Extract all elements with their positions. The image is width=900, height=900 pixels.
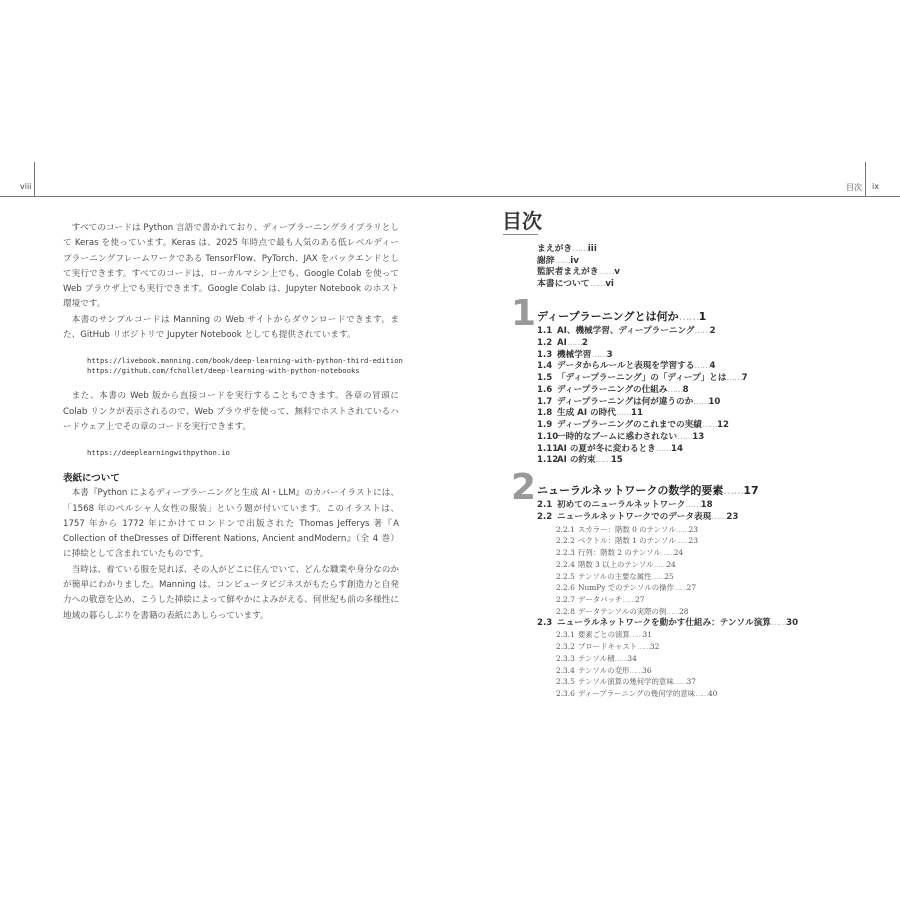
leader-dots: ……: [695, 689, 708, 698]
toc-entry-page: 40: [707, 689, 718, 698]
toc-entry: [537, 267, 620, 279]
leader-dots: ……: [629, 630, 643, 640]
toc-entry-number: 2.2.7: [556, 595, 575, 604]
toc-entry-title: ディープラーニングの仕組み: [557, 384, 668, 395]
toc-entry-page: 4: [709, 361, 716, 372]
toc-entry: [537, 665, 798, 677]
toc-entry-page: 13: [692, 431, 705, 442]
leader-dots: ……: [694, 326, 710, 336]
toc-entry-title: ディープラーニングの幾何学的意味: [578, 689, 696, 698]
chapter-title: [537, 482, 759, 498]
toc-entry-number: 2.3.3: [556, 653, 575, 663]
toc-entry-page: 37: [686, 677, 696, 687]
toc-entry-page: 31: [642, 630, 652, 640]
toc-entry: [537, 653, 798, 665]
url-website: https://deeplearningwithpython.io: [87, 448, 230, 458]
toc-entry-number: 2.3.2: [556, 642, 575, 651]
toc-entry-title: 要素ごとの演算: [578, 630, 630, 640]
toc-entry-title: 階数 3 以上のテンソル: [578, 559, 654, 569]
toc-entry-title: スカラー：階数 0 のテンソル: [578, 524, 676, 534]
toc-entry-title: AI、機械学習、ディープラーニング: [557, 326, 695, 336]
toc-entry-page: 12: [717, 420, 729, 430]
toc-entry-page: 8: [682, 384, 689, 395]
toc-entry: [537, 618, 798, 630]
toc-entry-number: 2.3.6: [556, 689, 575, 698]
toc-entry: [537, 688, 798, 700]
toc-entry-number: 1.11: [537, 443, 559, 454]
chapter-entries: [537, 326, 748, 467]
toc-entry-title: AI の夏が冬に変わるとき: [557, 443, 656, 454]
leader-dots: ……: [701, 420, 717, 430]
toc-entry: [537, 524, 798, 536]
toc-entry: [537, 500, 798, 512]
leader-dots: ……: [622, 595, 636, 604]
leader-dots: ……: [629, 665, 643, 675]
toc-entry-page: 14: [670, 443, 683, 454]
leader-dots: ……: [770, 617, 787, 628]
url-block: [87, 356, 403, 376]
paragraph: 当時は、着ている服を見れば、その人がどこに住んでいて、どんな職業や身分なのかが簡単にわかりました。Manning は、コンピュータビジネスがもたらす創造力と自発力への敬意を込め、こうした挿絵によって鮮やかによみがえる、何世紀も前の多様性に地域の暮らしぶりを書籍の表紙にあしらっています。: [63, 564, 399, 621]
toc-entry-number: 1.6: [537, 384, 553, 395]
toc-entry-title: テンソルの主要な属性: [578, 571, 652, 581]
toc-entry-number: 2.2.8: [556, 606, 575, 616]
toc-entry-page: 27: [635, 595, 645, 604]
leader-dots: ……: [554, 255, 571, 266]
url-livebook: https://livebook.manning.com/book/deep-learning-with-python-third-edition: [87, 356, 403, 366]
toc-entry-page: iv: [570, 255, 579, 266]
toc-title-underline: [503, 234, 538, 235]
toc-entry: [537, 571, 798, 583]
chapter-number: 1: [511, 293, 537, 334]
toc-entry: [537, 582, 798, 594]
url-block: [87, 448, 399, 458]
header-rule: [0, 196, 900, 197]
url-github: https://github.com/fchollet/deep-learning-with-python-notebooks: [87, 366, 360, 376]
toc-entry: [537, 432, 748, 444]
toc-entry-title: 一時的なブームに惑わされない: [557, 431, 678, 442]
leader-dots: ……: [651, 571, 665, 581]
toc-entry-page: 27: [686, 583, 697, 593]
toc-entry-title: データバッチ: [578, 595, 623, 604]
toc-entry-title: データテンソルの実際の例: [578, 606, 667, 616]
toc-entry: [537, 385, 748, 397]
paragraph: すべてのコードは Python 言語で書かれており、ディープラーニングライブラリとして Keras を使っています。Keras は、2025 年時点で最も人気のある低レベルディープラーニングフレームワークである TensorFlow、PyTorch、JAX をバックエンドとして実行できます。すべてのコードは、ローカルマシン上でも、Google Colab を使って Web ブラウザ上でも実行できます。Google Colab は、Jupyter Notebook のホスト環境です。: [63, 223, 399, 310]
toc-entry-title: テンソル積: [578, 653, 615, 663]
chapter-page: 1: [698, 310, 707, 323]
leader-dots: ……: [677, 431, 693, 442]
toc-entry-page: 24: [666, 559, 676, 569]
toc-entry-page: 23: [688, 536, 698, 546]
toc-entry-number: 2.2.3: [556, 548, 575, 557]
leader-dots: ……: [595, 455, 611, 466]
toc-entry-number: 2.3.4: [556, 665, 575, 675]
toc-entry: [537, 373, 748, 385]
toc-entry-page: iii: [587, 244, 597, 254]
chapter-title: [537, 308, 706, 324]
toc-entry-title: 行列：階数 2 のテンソル: [578, 548, 661, 557]
toc-entry-number: 1.3: [537, 349, 553, 360]
toc-entry-number: 1.5: [537, 373, 553, 383]
leader-dots: ……: [655, 443, 671, 454]
toc-entry-page: 11: [631, 408, 643, 419]
toc-entry-title: データからルールと表現を学習する: [557, 361, 695, 372]
right-page-number: ix: [872, 182, 879, 191]
leader-dots: ……: [660, 548, 674, 557]
toc-entry-number: 2.2: [537, 511, 553, 522]
leader-dots: ……: [615, 408, 631, 419]
toc-entry-title: ベクトル：階数 1 のテンソル: [578, 536, 676, 546]
leader-dots: ……: [694, 361, 710, 372]
leader-dots: ……: [726, 373, 742, 383]
leader-dots: ……: [572, 244, 588, 254]
toc-entry-page: 18: [700, 500, 713, 510]
toc-entry: [537, 676, 798, 688]
toc-entry: [537, 244, 620, 256]
toc-entry: [537, 559, 798, 571]
cover-heading: 表紙について: [63, 473, 120, 485]
leader-dots: ……: [673, 677, 687, 687]
toc-entry: [537, 350, 748, 362]
toc-entry-page: 34: [627, 653, 637, 663]
toc-entry-title: 初めてのニューラルネットワーク: [557, 500, 686, 510]
toc-entry-number: 2.2.4: [556, 559, 575, 569]
toc-entry: [537, 279, 620, 291]
leader-dots: ……: [667, 384, 683, 395]
toc-entry-number: 1.10: [537, 431, 559, 442]
toc-entry: [537, 408, 748, 420]
chapter-title-text: ニューラルネットワークの数学的要素: [537, 484, 724, 497]
toc-entry-page: 36: [642, 665, 652, 675]
toc-title: 目次: [502, 209, 542, 233]
toc-entry-number: 2.3.5: [556, 677, 575, 687]
toc-entry: [537, 629, 798, 641]
toc-entry-title: 監訳者まえがき: [537, 267, 599, 278]
toc-entry-title: ディープラーニングのこれまでの実績: [557, 420, 702, 430]
leader-dots: ……: [589, 279, 606, 290]
toc-entry-page: 10: [708, 396, 721, 407]
toc-entry-title: ブロードキャスト: [578, 642, 638, 651]
toc-entry: [537, 397, 748, 409]
toc-entry-number: 1.1: [537, 326, 553, 336]
toc-entry: [537, 606, 798, 618]
toc-entry-title: 謝辞: [537, 255, 555, 266]
leader-dots: ……: [653, 559, 667, 569]
leader-dots: ……: [598, 267, 615, 278]
paragraph: また、本書の Web 版から直接コードを実行することもできます。各章の冒頭に Colab リンクが表示されるので、Web ブラウザを使って、無料でホストされているハードウェア上でその章のコードを実行できます。: [63, 391, 399, 432]
leader-dots: ……: [566, 337, 583, 348]
toc-entry-number: 1.2: [537, 337, 553, 348]
front-matter-list: [537, 244, 620, 291]
toc-entry: [537, 256, 620, 268]
chapter-page: 17: [743, 484, 759, 497]
toc-entry-title: 機械学習: [557, 349, 592, 360]
toc-entry-number: 1.8: [537, 408, 553, 419]
toc-entry-number: 1.4: [537, 361, 553, 372]
leader-dots: ……: [711, 511, 727, 522]
toc-entry: [537, 338, 748, 350]
chapter-entries: [537, 500, 798, 700]
toc-entry: [537, 641, 798, 653]
left-folio-divider: [34, 162, 35, 196]
leader-dots: ……: [591, 349, 607, 360]
toc-entry-page: 15: [610, 455, 623, 466]
leader-dots: ……: [693, 396, 709, 407]
toc-entry-number: 1.7: [537, 396, 553, 407]
toc-entry-title: AI: [557, 337, 567, 348]
toc-entry-page: 30: [786, 617, 799, 628]
running-title: 目次: [846, 183, 862, 192]
toc-entry-page: 24: [673, 548, 684, 557]
toc-entry-number: 2.2.6: [556, 583, 575, 593]
toc-entry-page: v: [614, 267, 620, 278]
toc-entry-page: 2: [582, 337, 589, 348]
toc-entry: [537, 455, 748, 467]
toc-entry-title: AI の約束: [557, 455, 596, 466]
toc-entry-page: 25: [664, 571, 674, 581]
toc-entry-title: 生成 AI の時代: [557, 408, 616, 419]
chapter-number: 2: [511, 467, 537, 508]
toc-entry-title: NumPy でのテンソルの操作: [578, 583, 674, 593]
toc-entry-page: 23: [726, 511, 739, 522]
toc-entry: [537, 535, 798, 547]
toc-entry-number: 2.1: [537, 500, 553, 510]
toc-entry: [537, 361, 748, 373]
leader-dots: ……: [637, 642, 650, 651]
toc-entry-title: テンソルの変形: [578, 665, 630, 675]
toc-entry-title: ディープラーニングは何が違うのか: [557, 396, 694, 407]
toc-entry-title: ニューラルネットワークを動かす仕組み：テンソル演算: [557, 617, 771, 628]
toc-entry-number: 2.2.1: [556, 524, 575, 534]
toc-entry-page: 2: [709, 326, 716, 336]
left-page-body: [63, 221, 403, 624]
toc-entry-page: 28: [679, 606, 689, 616]
toc-entry-title: テンソル演算の幾何学的意味: [578, 677, 674, 687]
leader-dots: ……: [675, 536, 689, 546]
chapter-title-text: ディープラーニングとは何か: [537, 310, 679, 323]
leader-dots: ……: [678, 310, 699, 323]
toc-entry-page: 23: [688, 524, 698, 534]
leader-dots: ……: [673, 583, 687, 593]
toc-entry-title: 本書について: [537, 279, 590, 290]
paragraph: 本書のサンプルコードは Manning の Web サイトからダウンロードできます。また、GitHub リポジトリで Jupyter Notebook としても提供されています。: [63, 314, 399, 341]
right-folio-divider: [865, 162, 866, 196]
toc-entry-page: 3: [606, 349, 613, 360]
toc-entry-page: 32: [649, 642, 660, 651]
leader-dots: ……: [675, 524, 689, 534]
toc-entry-title: ニューラルネットワークでのデータ表現: [557, 511, 712, 522]
toc-entry-number: 1.9: [537, 420, 553, 430]
toc-entry-number: 2.2.5: [556, 571, 575, 581]
leader-dots: ……: [723, 484, 744, 497]
leader-dots: ……: [685, 500, 701, 510]
toc-entry: [537, 326, 748, 338]
toc-entry-title: まえがき: [537, 244, 573, 254]
toc-entry-page: 7: [741, 373, 748, 383]
toc-entry: [537, 420, 748, 432]
left-page-number: viii: [20, 182, 32, 191]
toc-entry-title: 「ディープラーニング」の「ディープ」とは: [557, 373, 727, 383]
toc-entry-number: 2.3: [537, 617, 553, 628]
paragraph: 本書『Python によるディープラーニングと生成 AI・LLM』のカバーイラストには、「1568 年のペルシャ人女性の服装」という題が付いています。このイラストは、1757 年から 1772 年にかけてロンドンで出版された Thomas Jefferys 著『A Collection of theDresses of Different Nations, Ancient andModern』（全 4 巻）に挿絵として含まれていたものです。: [63, 488, 399, 560]
toc-entry: [537, 444, 748, 456]
toc-entry-number: 1.12: [537, 455, 559, 466]
toc-entry-page: vi: [605, 279, 614, 290]
leader-dots: ……: [614, 653, 628, 663]
toc-entry: [537, 594, 798, 606]
toc-entry-number: 2.3.1: [556, 630, 575, 640]
toc-entry: [537, 547, 798, 559]
toc-entry-number: 2.2.2: [556, 536, 575, 546]
leader-dots: ……: [666, 606, 680, 616]
toc-entry: [537, 512, 798, 524]
